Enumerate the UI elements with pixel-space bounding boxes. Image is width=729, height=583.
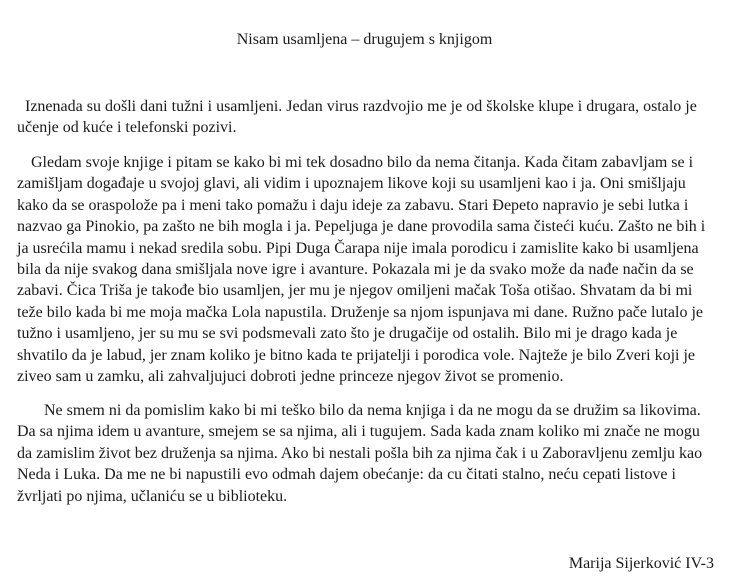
paragraph-2: Gledam svoje knjige i pitam se kako bi mi tek dosadno bilo da nema čitanja. Kada čitam zabavljam se i zamišljam događaje u svojoj glavi, ali vidim i upoznajem likove koji su usamljeni kao i ja. Oni smišljaju kako da se oraspolože pa i meni tako pomažu i daju ideje za zabavu. Stari Đepeto napravio je sebi lutka i nazvao ga Pinokio, pa zašto ne bih mogla i ja. Pepeljuga je dane provodila sama čisteći kuću. Zašto ne bih i ja usrećila mamu i nekad sredila sobu. Pipi Duga Čarapa nije imala porodicu i zamislite kako bi usamljena bila da nije svakog dana smišljala nove igre i avanture. Pokazala mi je da svako može da nađe način da se zabavi. Čica Triša je takođe bio usamljen, jer mu je njegov omiljeni mačak Toša otišao. Shvatam da bi mi teže bilo kada bi me moja mačka Lola napustila. Druženje sa njom ispunjava mi dane. Ružno pače lutalo je tužno i usamljeno, jer su mu se svi podsmevali zato što je drugačije od ostalih. Bilo mi je drago kada je shvatilo da je labud, jer znam koliko je bitno kada te prijatelji i porodica vole. Najteže je bilo Zveri koji je ziveo sam u zamku, ali zahvaljujuci dobroti jedne princeze njegov život se promenio.: [17, 154, 706, 386]
paragraph-1: Iznenada su došli dani tužni i usamljeni. Jedan virus razdvojio me je od školske klupe i drugara, ostalo je učenje od kuće i telefonski pozivi.: [17, 98, 697, 137]
document-title: Nisam usamljena – drugujem s knjigom: [236, 31, 493, 48]
author-signature: Marija Sijerković IV-3: [568, 555, 714, 572]
paragraph-3: Ne smem ni da pomislim kako bi mi teško bilo da nema knjiga i da ne mogu da se družim sa likovima. Da sa njima idem u avanture, smejem se sa njima, ali i tugujem. Sada kada znam koliko mi znače ne mogu da zamislim život bez druženja sa njima. Ako bi nestali pošla bih za njima čak i u Zaboravljenu zemlju kao Neda i Luka. Da me ne bi napustili evo odmah dajem obećanje: da cu čitati stalno, neću cepati listove i žvrljati po njima, učlaniću se u biblioteku.: [17, 402, 703, 505]
